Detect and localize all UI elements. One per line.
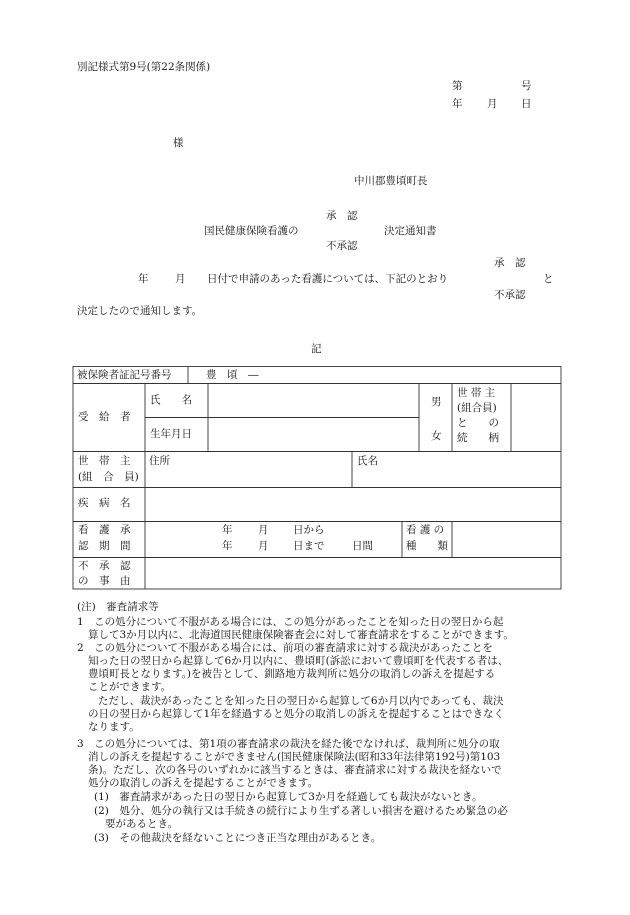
sex-female: 女 [431, 430, 442, 442]
form-number: 別記様式第9号(第22条関係) [77, 61, 211, 73]
header-dai: 第 [452, 80, 463, 92]
addressee-suffix: 様 [173, 137, 184, 149]
notes-heading: (注) 審査請求等 [77, 601, 159, 613]
insured-number-value: 豊 頃 ― [206, 369, 259, 381]
note-line: 1 この処分について不服がある場合には、この処分があったことを知った日の翌日から起 [77, 616, 504, 628]
body-line2: 決定したので通知します。 [77, 305, 203, 317]
header-tsuki: 月 [487, 98, 498, 110]
rejection-reason-label-2: の 事 由 [78, 575, 131, 587]
address-label: 住所 [149, 455, 170, 467]
relationship-label-1: 世 帯 主 [457, 387, 496, 399]
note-line: 2 この処分について不服がある場合には、前項の審査請求に対する裁決があったことを [77, 642, 493, 654]
note-line: 3 この処分については、第1項の審査請求の裁決を経た後でなければ、裁判所に処分の取 [77, 738, 500, 750]
household-head-label-1: 世 帯 主 [78, 455, 131, 467]
period-days: 日間 [352, 540, 373, 552]
ki-label: 記 [311, 343, 322, 355]
note-line: (3) その他裁決を経ないことにつき正当な理由があるとき。 [94, 832, 382, 844]
relationship-label-3: と の [457, 417, 499, 429]
note-line: 処分の取消しの訴えを提起することができます。 [88, 777, 319, 789]
period-from-tsuki: 月 [258, 524, 269, 536]
note-line: (1) 審査請求があった日の翌日から起算して3か月を経過しても裁決がないとき。 [94, 791, 483, 803]
note-line: (2) 処分、処分の執行又は手続きの続行により生ずる著しい損害を避けるため緊急の必 [94, 805, 508, 817]
rejection-reason-label-1: 不 承 認 [78, 560, 131, 572]
care-period-label-1: 看 護 承 [78, 524, 131, 536]
period-to-nen: 年 [222, 540, 233, 552]
household-head-name-label: 氏名 [357, 455, 378, 467]
period-from-nen: 年 [222, 524, 233, 536]
note-line: 要があるとき。 [105, 818, 179, 830]
care-type-label-2: 種 類 [406, 540, 448, 552]
period-to-tsuki: 月 [258, 540, 269, 552]
note-line: の日の翌日から起算して1年を経過すると処分の取消しの訴えを提起することはできなく [88, 708, 505, 720]
care-period-label-2: 認 期 間 [78, 540, 131, 552]
note-line: 消しの訴えを提起することができません(国民健康保険法(昭和33年法律第192号)第103 [88, 751, 501, 763]
body-nen: 年 [138, 273, 149, 285]
care-type-label-1: 看 護 の [406, 524, 445, 536]
disease-name-label: 疾 病 名 [78, 497, 131, 509]
title-main: 国民健康保険看護の [204, 225, 299, 237]
note-line: ことができます。 [88, 681, 172, 693]
birthdate-label: 生年月日 [150, 428, 192, 440]
recipient-label: 受 給 者 [78, 411, 131, 423]
period-to-suffix: 日まで [293, 540, 325, 552]
title-suffix: 決定通知書 [384, 225, 437, 237]
body-main: 日付で申請のあった看護については、下記のとおり [207, 273, 449, 285]
name-label: 氏 名 [150, 394, 192, 406]
relationship-label-2: (組合員) [457, 402, 497, 414]
header-hi: 日 [521, 98, 532, 110]
title-reject: 不承認 [326, 240, 358, 252]
household-head-label-2: (組 合 員) [78, 471, 139, 483]
title-approve: 承 認 [326, 210, 358, 222]
note-line: 条)。ただし、次の各号のいずれかに該当するときは、審査請求に対する裁決を経ないで [88, 764, 502, 776]
relationship-label-4: 続 柄 [457, 432, 499, 444]
sex-male: 男 [431, 396, 442, 408]
body-to: と [543, 273, 554, 285]
body-reject: 不承認 [494, 289, 526, 301]
body-tsuki: 月 [175, 273, 186, 285]
issuer: 中川郡豊頃町長 [354, 175, 428, 187]
body-approve: 承 認 [494, 257, 526, 269]
header-go: 号 [521, 80, 532, 92]
period-from-suffix: 日から [293, 524, 325, 536]
note-line: ただし、裁決があったことを知った日の翌日から起算して6か月以内であっても、裁決 [98, 695, 504, 707]
note-line: 算して3か月以内に、北海道国民健康保険審査会に対して審査請求をすることができます。 [88, 629, 514, 641]
insured-number-label: 被保険者証記号番号 [77, 369, 172, 381]
note-line: 知った日の翌日から起算して6か月以内に、豊頃町(訴訟において豊頃町を代表する者は、 [88, 655, 509, 667]
note-line: なります。 [88, 721, 140, 733]
header-nen: 年 [452, 98, 463, 110]
note-line: 豊頃町長となります。)を被告として、釧路地方裁判所に処分の取消しの訴えを提起する [88, 668, 496, 680]
